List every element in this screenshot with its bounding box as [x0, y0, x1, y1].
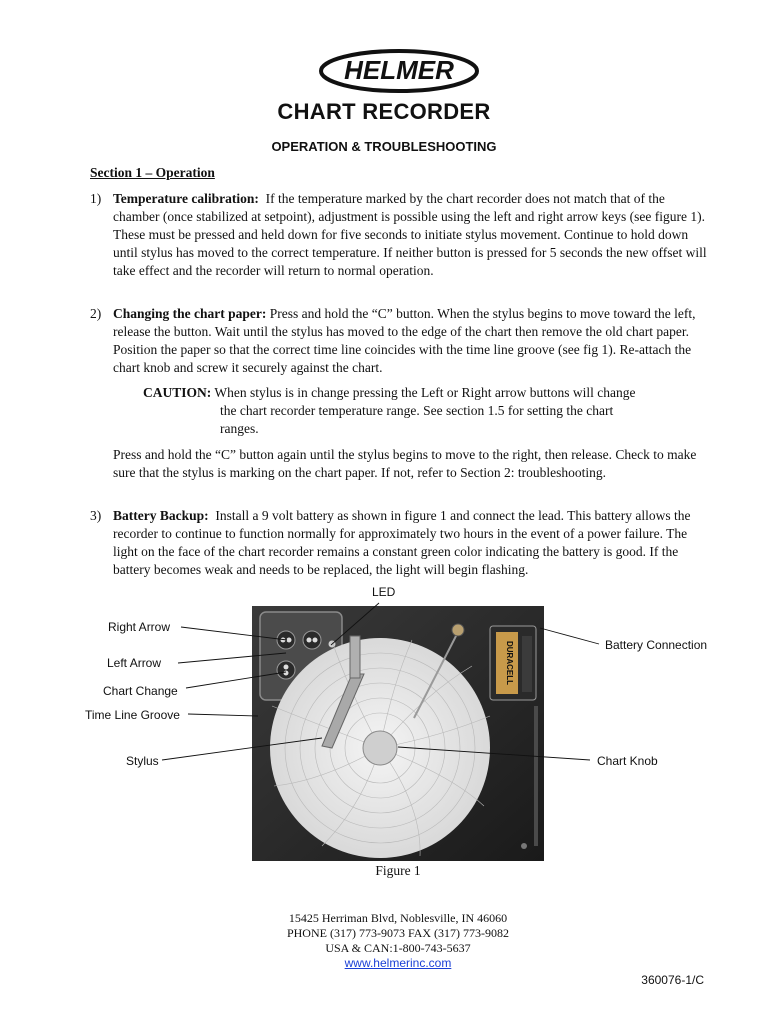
- page-subtitle: OPERATION & TROUBLESHOOTING: [271, 139, 497, 154]
- item-text: If the temperature marked by the chart recorder does not match that of the chamber (once stabilized at setpoint), adjustment is possible using the left and right arrow keys (see figure 1). These must be pressed and held down for five seconds to initiate stylus movement. Continue to hold down until stylus has moved to the correct temperature. If neither button is pressed for 5 seconds the new offset will take effect and the recorder will return to normal operation.: [113, 191, 707, 278]
- footer-phone: PHONE (317) 773-9073 FAX (317) 773-9082: [286, 926, 510, 940]
- press-again-paragraph: Press and hold the “C” button again until the stylus begins to move to the right, then release. Check to make sure that the stylus is marking on the chart paper. If not, refer to Section 2: troubleshooting.: [113, 447, 697, 480]
- list-item-changing-chart-paper: [90, 305, 710, 377]
- chart-recorder-photo: [252, 606, 544, 861]
- footer-address: 15425 Herriman Blvd, Noblesville, IN 46060: [288, 911, 508, 925]
- caution-line-3: ranges.: [220, 421, 259, 436]
- footer-website-link[interactable]: www.helmerinc.com: [344, 956, 452, 970]
- item-text: Install a 9 volt battery as shown in figure 1 and connect the lead. This battery allows the recorder to continue to function normally for approximately two hours in the event of a power failure. The light on the face of the chart recorder remains a constant green color indicating the battery is good. If the battery becomes weak and needs to be replaced, the light will begin flashing.: [113, 508, 691, 577]
- item-number: 1): [90, 191, 102, 206]
- label-chart-knob: Chart Knob: [597, 754, 658, 768]
- logo-text: HELMER: [344, 55, 454, 85]
- caution-label: CAUTION:: [143, 385, 212, 400]
- corner-screw: [521, 843, 527, 849]
- label-led: LED: [372, 585, 396, 599]
- stylus-mount: [350, 636, 360, 678]
- recorder-edge: [534, 706, 538, 846]
- item-title: Changing the chart paper:: [113, 306, 267, 321]
- label-stylus: Stylus: [126, 754, 159, 768]
- pivot-screw: [452, 624, 464, 636]
- item-text: Press and hold the “C” button. When the stylus begins to move toward the left, release the button. Wait until the stylus has moved to the edge of the chart then remove the old chart paper. Position the paper so that the correct time line coincides with the time line groove (see fig 1). Re-attach the chart knob and screw it securely against the chart.: [113, 306, 696, 375]
- item-number: 3): [90, 508, 102, 523]
- figure-caption: Figure 1: [375, 863, 421, 878]
- battery-clip: [522, 636, 532, 692]
- battery-brand: DURACELL: [505, 641, 514, 685]
- chart-knob-icon: [363, 731, 397, 765]
- label-right-arrow: Right Arrow: [108, 620, 171, 634]
- label-left-arrow: Left Arrow: [107, 656, 162, 670]
- item-title: Battery Backup:: [113, 508, 209, 523]
- caution-line-1: When stylus is in change pressing the Left or Right arrow buttons will change: [214, 385, 636, 400]
- caution-note: [143, 384, 713, 438]
- left-arrow-button-icon: [303, 631, 321, 649]
- page-title: CHART RECORDER: [277, 99, 491, 124]
- label-time-line-groove: Time Line Groove: [85, 708, 180, 722]
- footer-toll-free: USA & CAN:1-800-743-5637: [325, 941, 471, 955]
- right-arrow-button-icon: [277, 631, 295, 649]
- label-chart-change: Chart Change: [103, 684, 178, 698]
- chart-change-button-icon: [277, 661, 295, 679]
- caution-line-2: the chart recorder temperature range. See section 1.5 for setting the chart: [220, 403, 614, 418]
- item-number: 2): [90, 306, 102, 321]
- list-item-temperature-calibration: [90, 190, 710, 280]
- item-title: Temperature calibration:: [113, 191, 259, 206]
- label-battery-connection: Battery Connection: [605, 638, 708, 652]
- section-heading: Section 1 – Operation: [90, 165, 215, 180]
- helmer-logo: [318, 46, 480, 96]
- list-item-battery-backup: [90, 507, 710, 579]
- document-number: 360076-1/C: [641, 973, 704, 987]
